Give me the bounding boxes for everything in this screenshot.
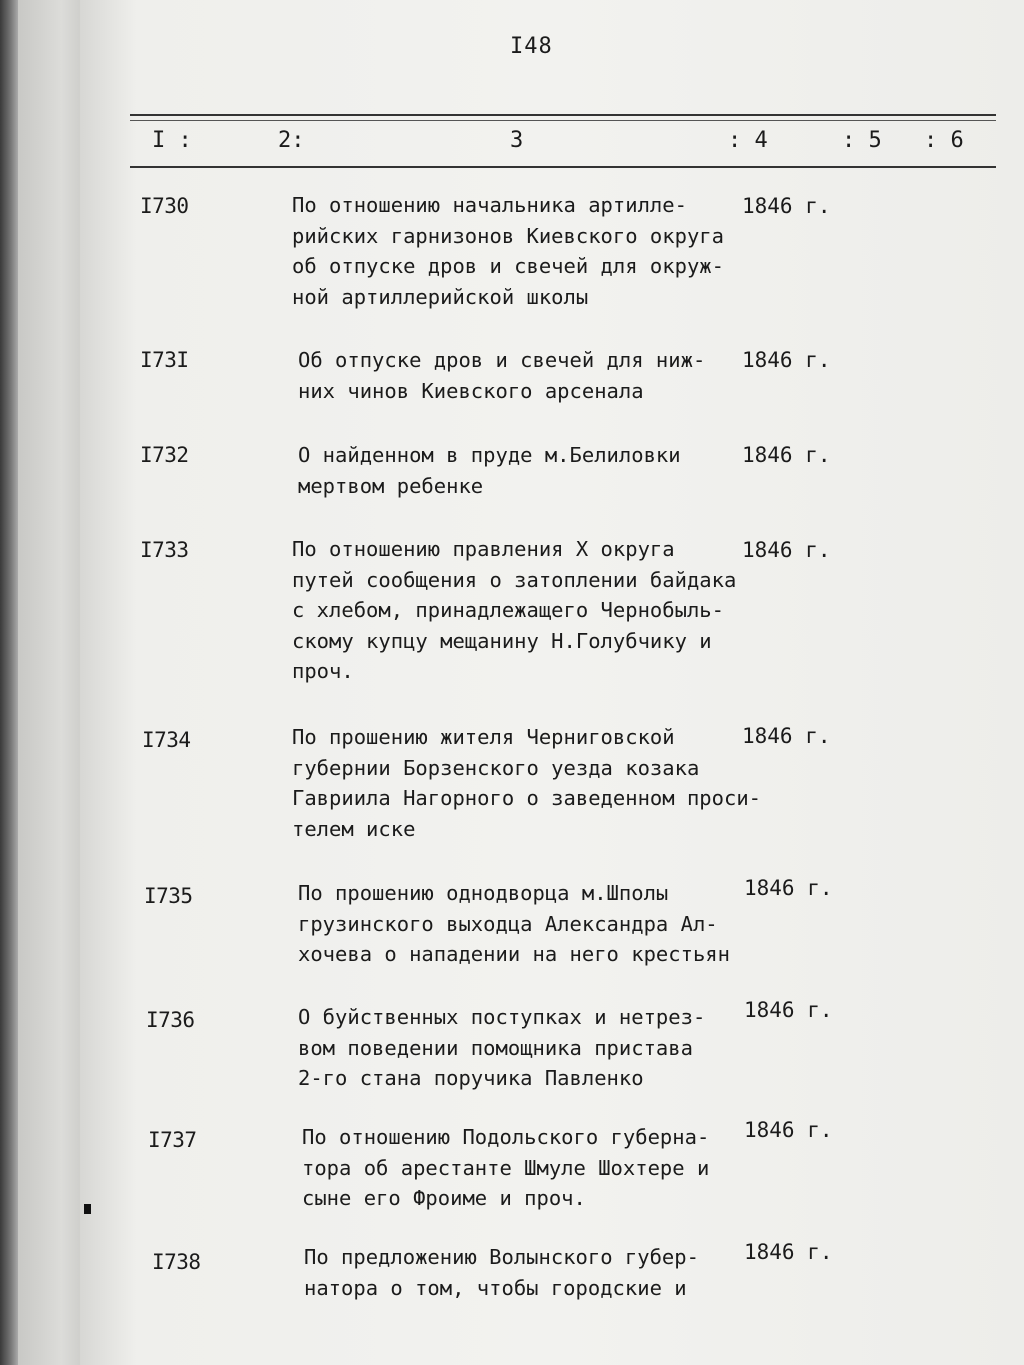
column-header-1: I : <box>152 128 192 153</box>
entry-description <box>298 345 748 406</box>
entry-number: I733 <box>140 538 189 562</box>
book-binding-edge <box>0 0 18 1365</box>
entry-line: О найденном в пруде м.Белиловки <box>298 443 681 467</box>
entry-line: них чинов Киевского арсенала <box>298 378 644 403</box>
entry-description <box>292 534 742 687</box>
entry-line: О буйственных поступках и нетрез- <box>298 1005 706 1029</box>
entry-description <box>292 722 761 844</box>
entry-description <box>302 1122 752 1214</box>
entry-line: вом поведении помощника пристава <box>298 1035 693 1060</box>
entry-line: По прошению однодворца м.Шполы <box>298 881 669 905</box>
entry-description <box>298 1002 748 1094</box>
entry-line: проч. <box>292 659 354 683</box>
entry-year: 1846 г. <box>744 1118 833 1142</box>
column-header-6: : 6 <box>924 128 964 153</box>
entry-number: I734 <box>142 728 191 752</box>
entry-year: 1846 г. <box>744 1240 833 1264</box>
entry-line: Об отпуске дров и свечей для ниж- <box>298 348 706 372</box>
entry-number: I732 <box>140 443 189 467</box>
binder-mark <box>84 1204 91 1214</box>
entry-line: По отношению правления X округа <box>292 537 675 561</box>
entry-number: I73I <box>140 348 189 372</box>
column-header-2: 2: <box>278 128 305 153</box>
entry-year: 1846 г. <box>742 348 831 372</box>
entry-description <box>292 190 742 312</box>
column-header-4: : 4 <box>728 128 768 153</box>
page-number: I48 <box>510 34 553 59</box>
header-rule-top <box>130 114 996 116</box>
header-rule-top-thin <box>130 120 996 121</box>
entry-description <box>298 878 748 970</box>
entry-line: губернии Борзенского уезда козака <box>292 755 700 780</box>
entry-number: I735 <box>144 884 193 908</box>
entry-number: I738 <box>152 1250 201 1274</box>
entry-year: 1846 г. <box>744 876 833 900</box>
entry-year: 1846 г. <box>744 998 833 1022</box>
entry-line: сыне его Фроиме и проч. <box>302 1186 586 1210</box>
entry-year: 1846 г. <box>742 724 831 748</box>
entry-year: 1846 г. <box>742 443 831 467</box>
entry-line: Гавриила Нагорного о заведенном проси- <box>292 786 761 810</box>
entry-line: По прошению жителя Черниговской <box>292 725 675 749</box>
entry-line: 2-го стана поручика Павленко <box>298 1066 644 1090</box>
entry-line: тора об арестанте Шмуле Шохтере и <box>302 1155 710 1180</box>
entry-description <box>298 440 748 501</box>
entry-line: натора о том, чтобы городские и <box>304 1275 687 1300</box>
previous-page-edge <box>18 0 80 1365</box>
entry-year: 1846 г. <box>742 194 831 218</box>
entry-line: с хлебом, принадлежащего Чернобыль- <box>292 598 724 622</box>
entry-number: I737 <box>148 1128 197 1152</box>
entry-line: рийских гарнизонов Киевского округа <box>292 223 724 248</box>
document-page <box>80 0 1024 1365</box>
column-header-3: 3 <box>510 128 524 153</box>
entry-line: По отношению начальника артилле- <box>292 193 687 217</box>
entry-line: хочева о нападении на него крестьян <box>298 942 730 966</box>
entry-description <box>304 1242 754 1303</box>
entry-line: По отношению Подольского губерна- <box>302 1125 710 1149</box>
entry-line: телем иске <box>292 816 416 841</box>
entry-line: По предложению Волынского губер- <box>304 1245 699 1269</box>
entry-line: грузинского выходца Александра Ал- <box>298 911 718 936</box>
entry-line: ной артиллерийской школы <box>292 284 589 309</box>
column-header-5: : 5 <box>842 128 882 153</box>
entry-line: путей сообщения о затоплении байдака <box>292 567 737 592</box>
entry-number: I736 <box>146 1008 195 1032</box>
entry-number: I730 <box>140 194 189 218</box>
entry-year: 1846 г. <box>742 538 831 562</box>
entry-line: об отпуске дров и свечей для окруж- <box>292 254 724 278</box>
entry-line: скому купцу мещанину Н.Голубчику и <box>292 628 712 653</box>
entry-line: мертвом ребенке <box>298 473 484 498</box>
header-rule-bottom <box>130 166 996 168</box>
